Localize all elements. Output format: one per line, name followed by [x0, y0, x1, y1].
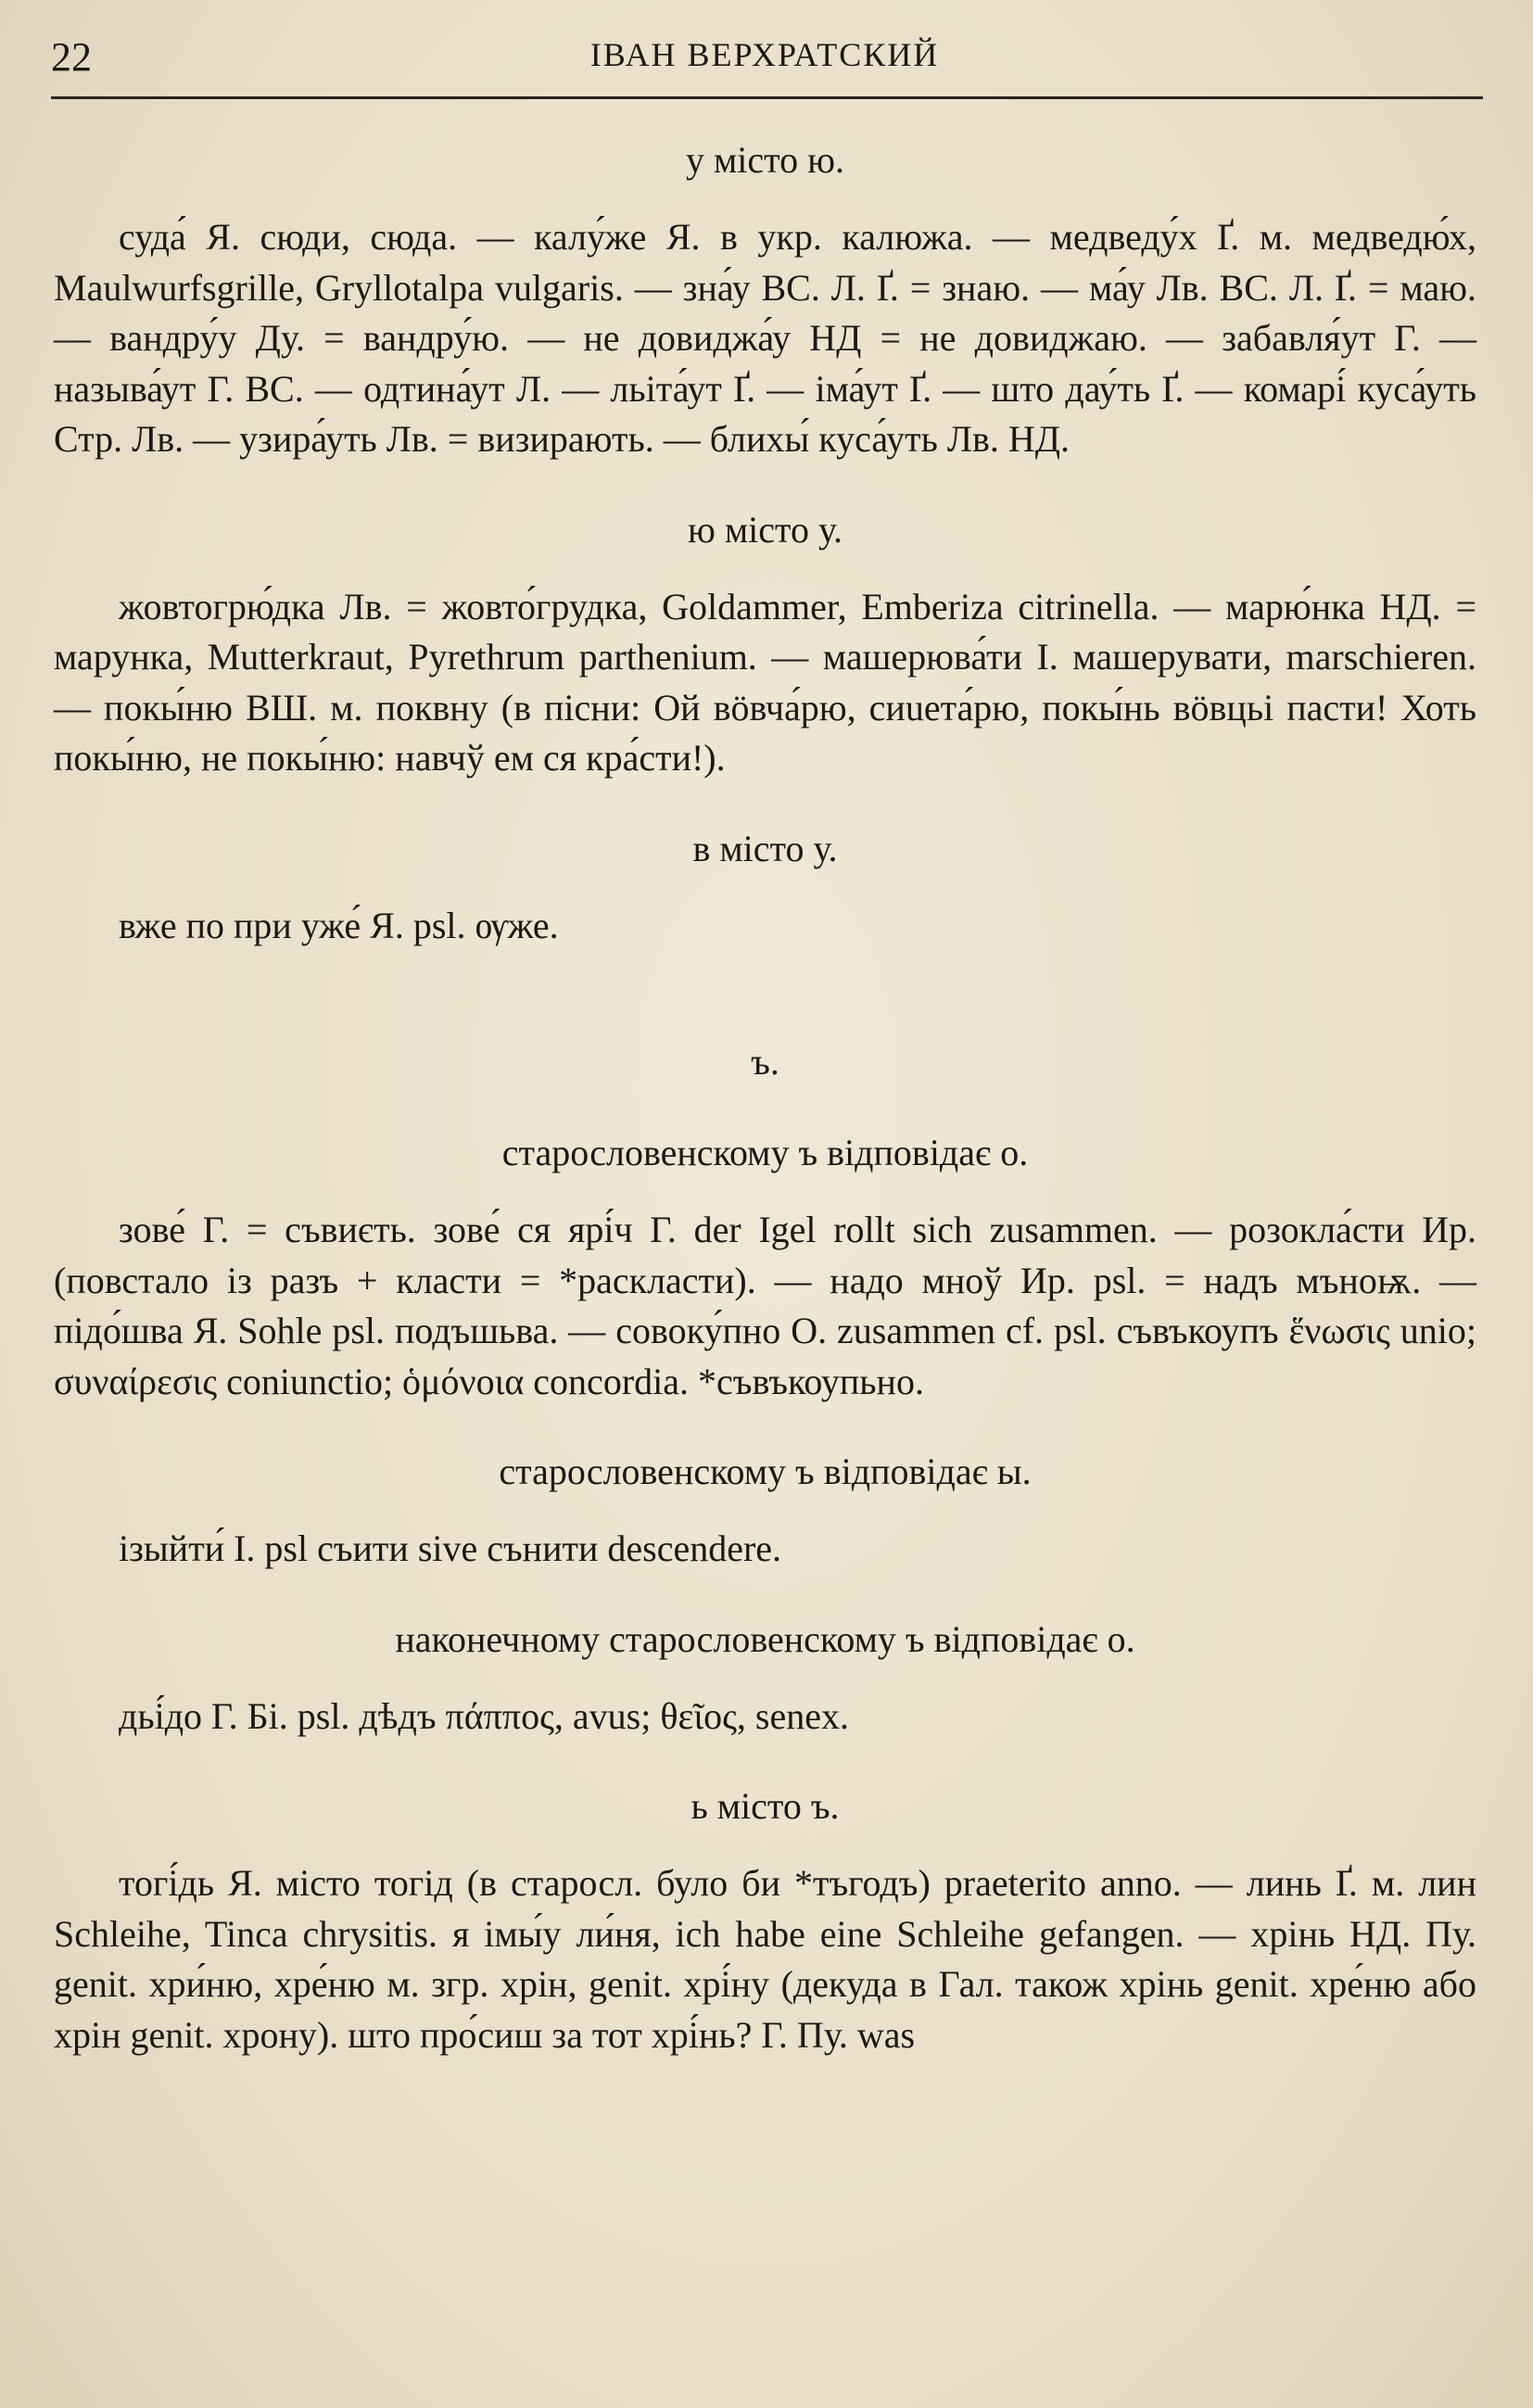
section-heading: в місто у. — [692, 827, 838, 869]
page-header — [51, 26, 1478, 82]
section-heading: старословенскому ъ відповідає о. — [501, 1132, 1029, 1173]
running-title: ІВАН ВЕРХРАТСКИЙ — [589, 36, 940, 73]
section-body: вже по при уже́ Я. psl. ѹже. — [119, 904, 559, 946]
section-heading: у місто ю. — [685, 139, 844, 181]
header-rule — [51, 96, 1483, 99]
page-number: 22 — [51, 34, 92, 80]
page-content — [54, 134, 1476, 2060]
section-body: ізыйти́ І. psl съити sive сънити descendere. — [119, 1527, 782, 1569]
section-body: суда́ Я. сюди, сюда. — калу́же Я. в укр. калюжа. — медведу́х Ґ. м. медведю́х, Maulwurfsgrille, Gryllotalpa vulgaris. — зна́у ВС. Л. Ґ. = знаю. — ма́у Лв. ВС. Л. Ґ. = маю. — вандру́у Ду. = вандру́ю. — не довиджа́у НД = не довиджаю. — забавля́ут Г. — называ́ут Г. ВС. — одтина́ут Л. — льіта́ут Ґ. — іма́ут Ґ. — што дау́ть Ґ. — комарі́ куса́уть Стр. Лв. — узира́уть Лв. = визирають. — блихы́ куса́уть Лв. НД. — [54, 216, 1476, 460]
section-body: зове́ Г. = съвиєть. зове́ ся ярі́ч Г. der Igel rollt sich zusammen. — розокла́сти Ир. (повстало із разъ + класти = *раскласти). — надо мноў Ир. psl. = надъ мъноѭ. — підо́шва Я. Sohle psl. подъшьва. — совоку́пно О. zusammen cf. psl. съвъкоупъ ἕνωσις unio; συναίρεσις coniunctio; ὁμόνοια concordia. *съвъкоупьно. — [54, 1209, 1476, 1402]
section-heading: ь місто ъ. — [690, 1785, 840, 1827]
section-heading: ъ. — [751, 1041, 779, 1083]
section-body: дьі́до Г. Бі. psl. дѣдъ πάππος, avus; θεῖος, senex. — [119, 1694, 849, 1737]
section-heading: наконечному старословенскому ъ відповідає о. — [395, 1617, 1135, 1660]
section-heading: ю місто у. — [687, 508, 843, 551]
section-body: жовтогрю́дка Лв. = жовто́грудка, Goldammer, Emberiza citrinella. — марю́нка НД. = марунка, Mutterkraut, Pyrethrum parthenium. — машерюва́ти І. машерувати, marschieren. — покы́ню ВШ. м. поквну (в пісни: Ой вöвча́рю, сиueта́рю, покы́нь вöвцьі пасти! Хоть покы́ню, не покы́ню: навчў ем ся кра́сти!). — [54, 585, 1476, 779]
section-heading: старословенскому ъ відповідає ы. — [499, 1451, 1032, 1492]
section-body: тогі́дь Я. місто тогід (в старосл. було би *тъгодъ) praeterito anno. — линь Ґ. м. лин Schleihe, Tinca chrysitis. я імы́у ли́ня, ich habe eine Schleihe gefangen. — хрінь НД. Пу. genit. хри́ню, хре́ню м. згр. хрін, genit. хрі́ну (декуда в Гал. також хрінь genit. хре́ню або хрін genit. хрону). што про́сиш за тот хрі́нь? Г. Пу. was — [54, 1862, 1476, 2056]
